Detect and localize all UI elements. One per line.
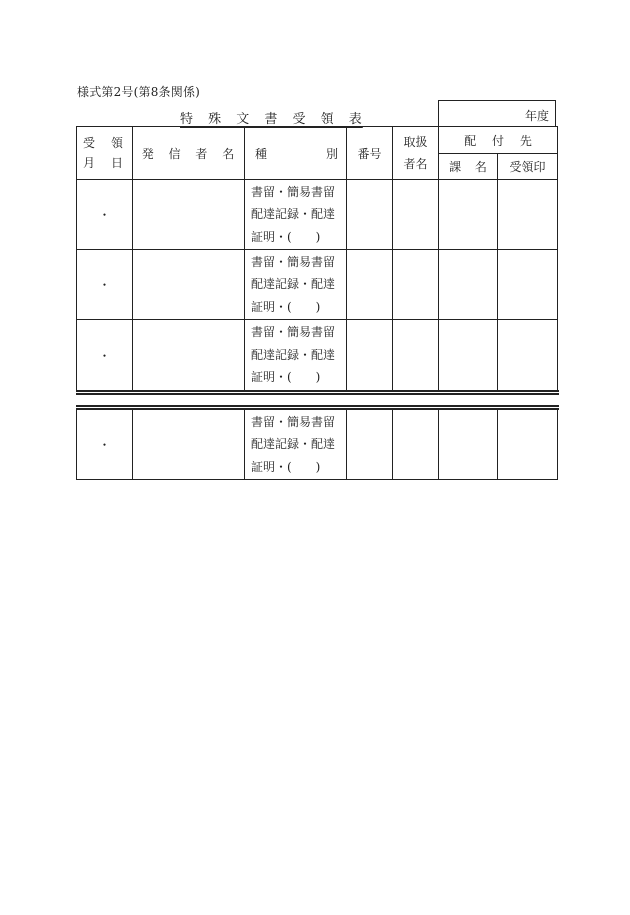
date-cell[interactable]: ・ bbox=[77, 410, 133, 480]
seal-cell[interactable] bbox=[498, 180, 558, 250]
kind-cell[interactable]: 書留・簡易書留 配達記録・配達 証明・( ) bbox=[245, 250, 347, 320]
sender-cell[interactable] bbox=[133, 250, 245, 320]
number-header: 番号 bbox=[347, 127, 393, 180]
kind-cell[interactable]: 書留・簡易書留 配達記録・配達 証明・( ) bbox=[245, 410, 347, 480]
break-line-bottom-inner bbox=[76, 405, 559, 407]
table-row bbox=[77, 320, 558, 391]
year-label: 年度 bbox=[524, 109, 549, 123]
handler-cell[interactable] bbox=[393, 180, 439, 250]
seal-cell[interactable] bbox=[498, 250, 558, 320]
receipt-table bbox=[76, 126, 558, 391]
seal-cell[interactable] bbox=[498, 320, 558, 391]
table-row bbox=[77, 410, 558, 480]
handler-cell[interactable] bbox=[393, 410, 439, 480]
form-number: 様式第2号(第8条関係) bbox=[77, 85, 201, 99]
sender-cell[interactable] bbox=[133, 180, 245, 250]
sender-cell[interactable] bbox=[133, 410, 245, 480]
number-cell[interactable] bbox=[347, 410, 393, 480]
kind-cell[interactable]: 書留・簡易書留 配達記録・配達 証明・( ) bbox=[245, 180, 347, 250]
date-cell[interactable]: ・ bbox=[77, 250, 133, 320]
kind-cell[interactable]: 書留・簡易書留 配達記録・配達 証明・( ) bbox=[245, 320, 347, 391]
table-row bbox=[77, 250, 558, 320]
division-name-header: 課 名 bbox=[439, 154, 498, 180]
receipt-table-continued bbox=[76, 409, 558, 480]
handler-cell[interactable] bbox=[393, 250, 439, 320]
seal-cell[interactable] bbox=[498, 410, 558, 480]
sender-cell[interactable] bbox=[133, 320, 245, 391]
break-line-top-inner bbox=[76, 393, 559, 395]
division-cell[interactable] bbox=[439, 410, 498, 480]
seal-header: 受領印 bbox=[498, 154, 558, 180]
number-cell[interactable] bbox=[347, 320, 393, 391]
date-cell[interactable]: ・ bbox=[77, 180, 133, 250]
division-cell[interactable] bbox=[439, 320, 498, 391]
table-row bbox=[77, 180, 558, 250]
document-title: 特 殊 文 書 受 領 表 bbox=[180, 112, 363, 127]
division-cell[interactable] bbox=[439, 180, 498, 250]
handler-name-header: 取扱 者名 bbox=[393, 127, 439, 180]
date-cell[interactable]: ・ bbox=[77, 320, 133, 391]
destination-header: 配 付 先 bbox=[439, 127, 558, 154]
number-cell[interactable] bbox=[347, 250, 393, 320]
sender-name-header: 発 信 者 名 bbox=[133, 127, 245, 180]
handler-cell[interactable] bbox=[393, 320, 439, 391]
number-cell[interactable] bbox=[347, 180, 393, 250]
kind-header: 種 別 bbox=[245, 127, 347, 180]
received-date-header: 受 領 月 日 bbox=[77, 127, 133, 180]
year-box bbox=[438, 100, 556, 126]
break-line-top bbox=[76, 390, 559, 392]
division-cell[interactable] bbox=[439, 250, 498, 320]
